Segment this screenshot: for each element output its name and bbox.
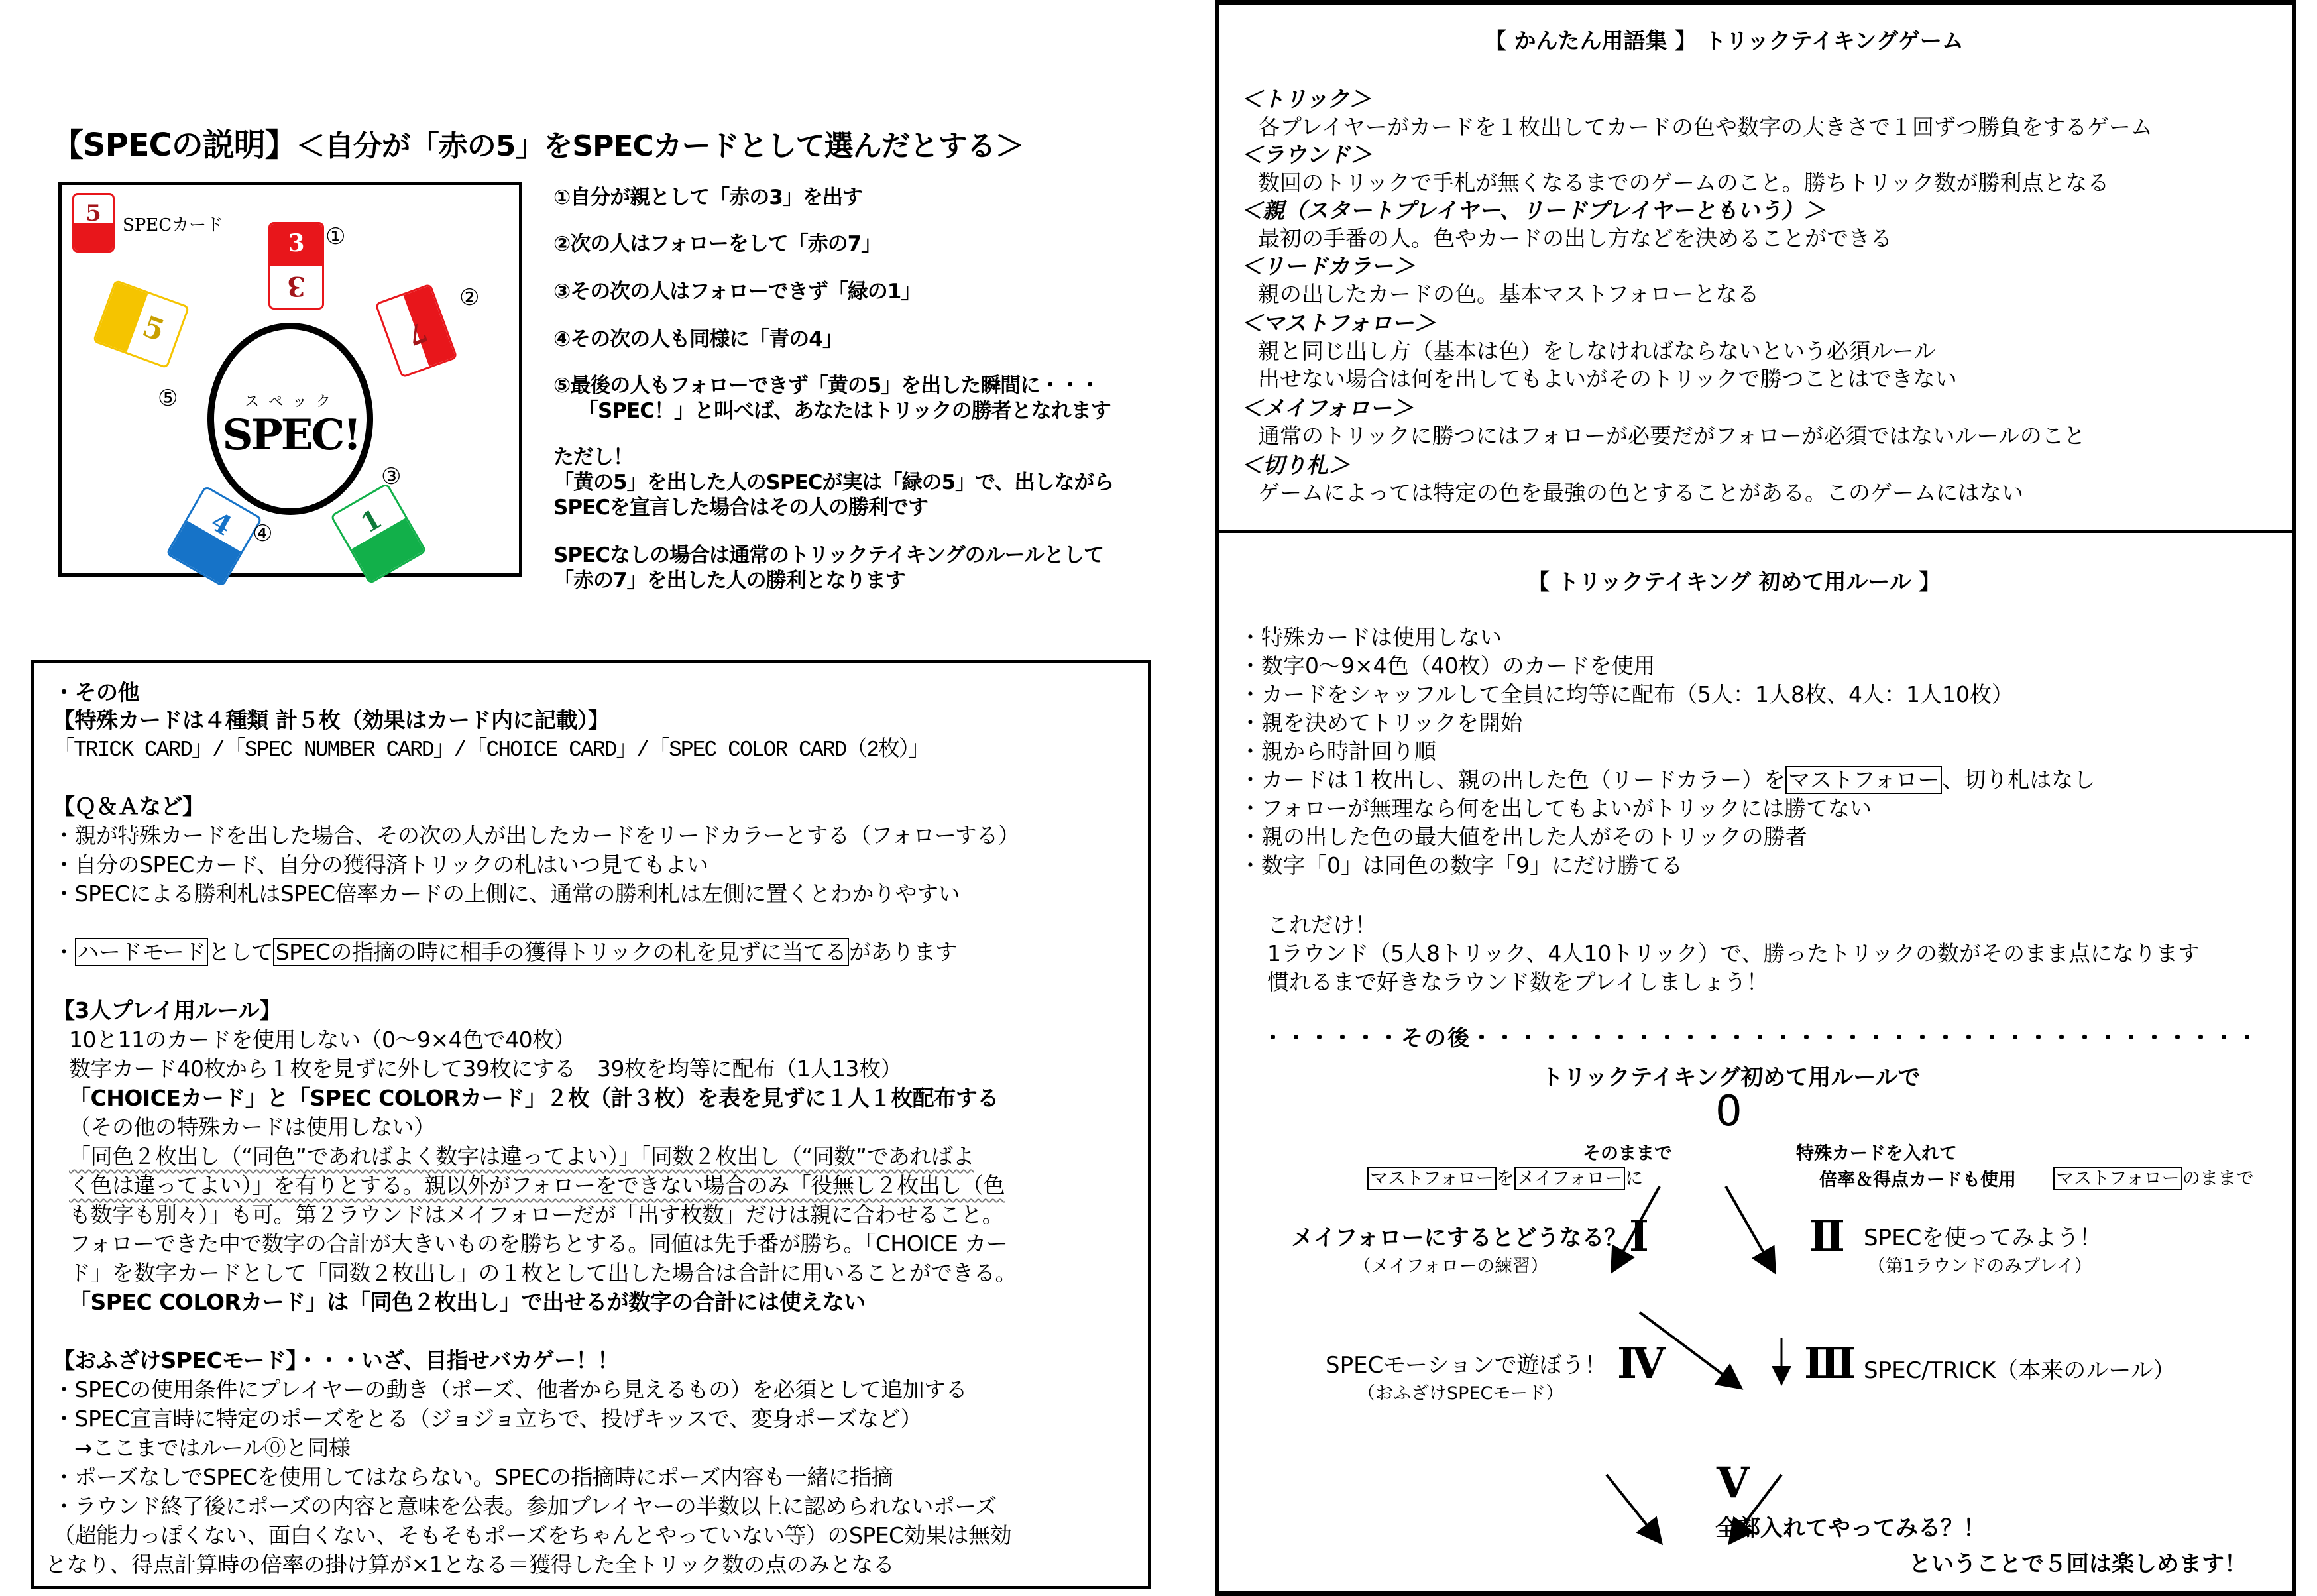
note-line-1: 「黄の5」を出した人のSPECが実は「緑の5」で、出しながら xyxy=(553,471,1114,494)
rule-item: ・数字「0」は同色の数字「9」にだけ勝てる xyxy=(1239,852,1683,878)
glossary-desc: 通常のトリックに勝つにはフォローが必要だがフォローが必須ではないルールのこと xyxy=(1258,423,2086,449)
qa-item: ・親が特殊カードを出した場合、その次の人が出したカードをリードカラーとする（フォローする） xyxy=(53,823,1020,848)
right-branch-line2: 倍率＆得点カードも使用 xyxy=(1819,1170,2016,1190)
rule-item: ・数字0〜9×4色（40枚）のカードを使用 xyxy=(1239,653,1656,679)
node-4: Ⅳ xyxy=(1617,1339,1666,1389)
step-5: ⑤最後の人もフォローできず「黄の5」を出した瞬間に・・・ xyxy=(553,374,1100,398)
three-player-line: 「CHOICEカード」と「SPEC COLORカード」２枚（計３枚）を表を見ずに１人１枚配布する xyxy=(69,1085,999,1111)
node-5: Ⅴ xyxy=(1717,1458,1750,1508)
step-4: ④その次の人も同様に「青の4」 xyxy=(553,327,842,351)
rule-item-must-follow xyxy=(1239,763,2095,794)
right-branch-end: のままで xyxy=(2182,1168,2254,1189)
card-green-1 xyxy=(330,483,427,585)
spec-card xyxy=(72,193,115,253)
card-number: 7 xyxy=(403,315,431,352)
special-cards-list: 「TRICK CARD」/「SPEC NUMBER CARD」/「CHOICE CARD」/「SPEC COLOR CARD（2枚）」 xyxy=(53,738,929,762)
node-4-sub: （おふざけSPECモード） xyxy=(1357,1383,1564,1404)
spec-card-label: SPECカード xyxy=(123,215,224,235)
card-yellow-5 xyxy=(93,279,190,369)
other-heading: ・その他 xyxy=(53,679,139,705)
closing-line: 1ラウンド（5人8トリック、4人10トリック）で、勝ったトリックの数がそのまま点になります xyxy=(1267,940,2200,966)
marker-1: ① xyxy=(325,223,346,250)
three-player-line: く色は違ってよい）」を有りとする。親以外がフォローをできない場合のみ「役無し２枚出し（色 xyxy=(69,1172,1005,1198)
spec-illustration xyxy=(58,182,522,577)
spec-card-number: 5 xyxy=(85,200,101,227)
hard-mode-rule: SPECの指摘の時に相手の獲得トリックの札を見ずに当てる xyxy=(273,938,849,966)
nospec-line-2: 「赤の7」を出した人の勝利となります xyxy=(553,569,905,593)
hard-mode-suffix: があります xyxy=(849,939,957,965)
step-5-cont: 「SPEC！」と叫べば、あなたはトリックの勝者となれます xyxy=(578,399,1111,423)
step-3: ③その次の人はフォローできず「緑の1」 xyxy=(553,280,921,304)
qa-heading: 【Ｑ＆Ａなど】 xyxy=(53,793,204,819)
qa-item: ・自分のSPECカード、自分の獲得済トリックの札はいつ見てもよい xyxy=(53,852,708,878)
rule-item: ・親の出した色の最大値を出した人がそのトリックの勝者 xyxy=(1239,824,1807,850)
card-red-3 xyxy=(268,222,324,310)
arrow-3-to-5 xyxy=(1731,1475,1781,1541)
must-follow-term: マストフォロー xyxy=(1785,766,1942,794)
glossary-desc: 数回のトリックで手札が無くなるまでのゲームのこと。勝ちトリック数が勝利点となる xyxy=(1258,170,2110,196)
glossary-term: ＜リードカラー＞ xyxy=(1241,253,1416,279)
node-1-sub: （メイフォローの練習） xyxy=(1353,1256,1549,1277)
three-player-line: 「SPEC COLORカード」は「同色２枚出し」で出せるが数字の合計には使えない xyxy=(69,1289,866,1315)
glossary-term: ＜親（スタートプレイヤー、リードプレイヤーともいう）＞ xyxy=(1241,198,1825,223)
spec-section-title xyxy=(52,119,1024,165)
glossary-term: ＜メイフォロー＞ xyxy=(1241,395,1414,421)
joke-mode-heading: 【おふざけSPECモード】・・・いざ、目指せバカゲー！！ xyxy=(53,1347,619,1373)
marker-2: ② xyxy=(459,284,480,311)
joke-mode-line: →ここまではルール⓪と同様 xyxy=(74,1435,351,1461)
three-player-line: 10と11のカードを使用しない（0〜9×4色で40枚） xyxy=(69,1027,576,1053)
joke-mode-line: ・SPECの使用条件にプレイヤーの動き（ポーズ、他者から見えるもの）を必須として追加する xyxy=(53,1377,968,1402)
joke-mode-line: ・ポーズなしでSPECを使用してはならない。SPECの指摘時にポーズ内容も一緒に指摘 xyxy=(53,1464,893,1490)
node-1-label: メイフォローにするとどうなる？ xyxy=(1291,1225,1627,1251)
after-divider: ・・・・・・その後・・・・・・・・・・・・・・・・・・・・・・・・・・・・・・・・・・ xyxy=(1262,1025,2259,1051)
arrow-0-to-2 xyxy=(1726,1186,1774,1270)
glossary-desc: 最初の手番の人。色やカードの出し方などを決めることができる xyxy=(1258,225,1892,251)
spec-title: 【SPECの説明】 xyxy=(52,127,296,164)
card-red-7 xyxy=(374,283,458,378)
node-5-label: 全部入れてやってみる？！ xyxy=(1715,1515,1986,1542)
rule-item: ・カードをシャッフルして全員に均等に配布（5人：1人8枚、4人：1人10枚） xyxy=(1239,681,2013,707)
note-line-2: SPECを宣言した場合はその人の勝利です xyxy=(553,496,928,520)
rule-item: ・親を決めてトリックを開始 xyxy=(1239,710,1523,736)
right-branch-line1: 特殊カードを入れて xyxy=(1796,1143,1957,1164)
other-rules-panel xyxy=(31,660,1151,1589)
node-2-label: SPECを使ってみよう！ xyxy=(1864,1225,2102,1251)
left-branch-line1: そのままで xyxy=(1583,1143,1672,1164)
closing-line: これだけ！ xyxy=(1267,912,1377,938)
left-branch-mid: を xyxy=(1496,1168,1514,1189)
three-player-heading: 【3人プレイ用ルール】 xyxy=(53,997,281,1023)
rule-item: ・親から時計回り順 xyxy=(1239,738,1436,764)
card-number: 1 xyxy=(355,503,388,540)
arrow-4-to-5 xyxy=(1607,1475,1660,1541)
glossary-term: ＜ラウンド＞ xyxy=(1241,142,1372,168)
card-number: 4 xyxy=(205,506,237,542)
glossary-desc: 親と同じ出し方（基本は色）をしなければならないという必須ルール xyxy=(1258,338,1936,364)
must-follow-box: マストフォロー xyxy=(1367,1167,1497,1190)
card-number: 3 xyxy=(287,270,306,302)
qa-item: ・SPECによる勝利札はSPEC倍率カードの上側に、通常の勝利札は左側に置くとわかりやすい xyxy=(53,881,960,907)
arrow-0-to-1 xyxy=(1613,1186,1660,1269)
flow-intro: トリックテイキング初めて用ルールで xyxy=(1541,1064,1921,1091)
glossary-term: ＜トリック＞ xyxy=(1241,86,1371,112)
three-player-line: ド」を数字カードとして「同数２枚出し」の１枚として出した場合は合計に用いることができる。 xyxy=(69,1260,1017,1286)
joke-mode-line: （超能力っぽくない、面白くない、そもそもポーズをちゃんとやっていない等）のSPEC効果は無効 xyxy=(53,1522,1012,1548)
node-4-label: SPECモーションで遊ぼう！ xyxy=(1326,1352,1607,1379)
may-follow-box: メイフォロー xyxy=(1514,1167,1625,1190)
three-player-line: フォローできた中で数字の合計が大きいものを勝ちとする。同値は先手番が勝ち。「CHOICE カー xyxy=(69,1231,1008,1257)
rule-item: ・特殊カードは使用しない xyxy=(1239,624,1502,650)
node-3-label: SPEC/TRICK（本来のルール） xyxy=(1864,1357,2176,1384)
rule-prefix: ・カードは１枚出し、親の出した色（リードカラー）を xyxy=(1239,767,1786,793)
spec-logo: SPEC! xyxy=(222,410,360,460)
spec-subtitle: ＜自分が「赤の5」をSPECカードとして選んだとする＞ xyxy=(296,129,1024,163)
flow-arrows xyxy=(1215,1047,2276,1577)
marker-4: ④ xyxy=(253,520,273,547)
three-player-line: （その他の特殊カードは使用しない） xyxy=(69,1114,435,1140)
joke-mode-line: ・SPEC宣言時に特定のポーズをとる（ジョジョ立ちで、投げキッスで、変身ポーズなど） xyxy=(53,1406,922,1432)
flow-footer: ということで５回は楽しめます！ xyxy=(1909,1551,2247,1577)
node-3: Ⅲ xyxy=(1804,1339,1856,1389)
arrow-1-to-3 xyxy=(1640,1312,1739,1387)
beginner-rules-title: 【 トリックテイキング 初めて用ルール 】 xyxy=(1528,569,1941,595)
node-0: 0 xyxy=(1715,1087,1742,1136)
note-heading: ただし！ xyxy=(553,445,633,469)
card-number: 5 xyxy=(138,310,169,349)
three-player-line: 数字カード40枚から１枚を見ずに外して39枚にする 39枚を均等に配布（1人13枚） xyxy=(69,1056,902,1082)
node-2: Ⅱ xyxy=(1809,1212,1845,1261)
joke-mode-line: となり、得点計算時の倍率の掛け算が×1となる＝獲得した全トリック数の点のみとなる xyxy=(45,1552,895,1577)
panel-divider xyxy=(1215,530,2296,533)
must-follow-box: マストフォロー xyxy=(2053,1167,2182,1190)
nospec-line-1: SPECなしの場合は通常のトリックテイキングのルールとして xyxy=(553,543,1104,567)
step-1: ①自分が親として「赤の3」を出す xyxy=(553,186,862,209)
hard-mode-prefix: ・ xyxy=(53,939,75,965)
glossary-term: ＜切り札＞ xyxy=(1241,452,1350,478)
closing-line: 慣れるまで好きなラウンド数をプレイしましょう！ xyxy=(1267,969,1769,995)
rule-item: ・フォローが無理なら何を出してもよいがトリックには勝てない xyxy=(1239,795,1872,821)
hard-mode-line xyxy=(53,935,957,966)
marker-5: ⑤ xyxy=(158,385,178,412)
three-player-line: 「同色２枚出し（“同色”であればよく数字は違ってよい）」「同数２枚出し（“同数”であればよ xyxy=(69,1143,974,1169)
spec-logo-kana: スペック xyxy=(244,394,340,410)
left-branch-end: に xyxy=(1625,1168,1644,1189)
hard-mode-term: ハードモード xyxy=(75,938,209,966)
glossary-desc: ゲームによっては特定の色を最強の色とすることがある。このゲームにはない xyxy=(1258,480,2023,506)
step-2: ②次の人はフォローをして「赤の7」 xyxy=(553,232,881,256)
node-1: Ⅰ xyxy=(1629,1212,1649,1261)
special-cards-heading: 【特殊カードは４種類 計５枚（効果はカード内に記載）】 xyxy=(53,707,610,733)
node-2-sub: （第1ラウンドのみプレイ） xyxy=(1868,1256,2092,1277)
glossary-desc: 親の出したカードの色。基本マストフォローとなる xyxy=(1258,281,1760,307)
glossary-desc: 各プレイヤーがカードを１枚出してカードの色や数字の大きさで１回ずつ勝負をするゲーム xyxy=(1258,114,2153,140)
joke-mode-line: ・ラウンド終了後にポーズの内容と意味を公表。参加プレイヤーの半数以上に認められないポーズ xyxy=(53,1493,997,1519)
three-player-line: も数字も別々）」も可。第２ラウンドはメイフォローだが「出す枚数」だけは親に合わせること。 xyxy=(69,1202,1004,1227)
hard-mode-mid: として xyxy=(208,939,273,965)
glossary-desc: 出せない場合は何を出してもよいがそのトリックで勝つことはできない xyxy=(1258,366,1957,392)
rule-suffix: 、切り札はなし xyxy=(1942,767,2096,793)
glossary-title: 【 かんたん用語集 】 トリックテイキングゲーム xyxy=(1485,28,1964,54)
card-number: 3 xyxy=(288,229,305,257)
glossary-term: ＜マストフォロー＞ xyxy=(1241,310,1436,336)
marker-3: ③ xyxy=(381,463,402,490)
